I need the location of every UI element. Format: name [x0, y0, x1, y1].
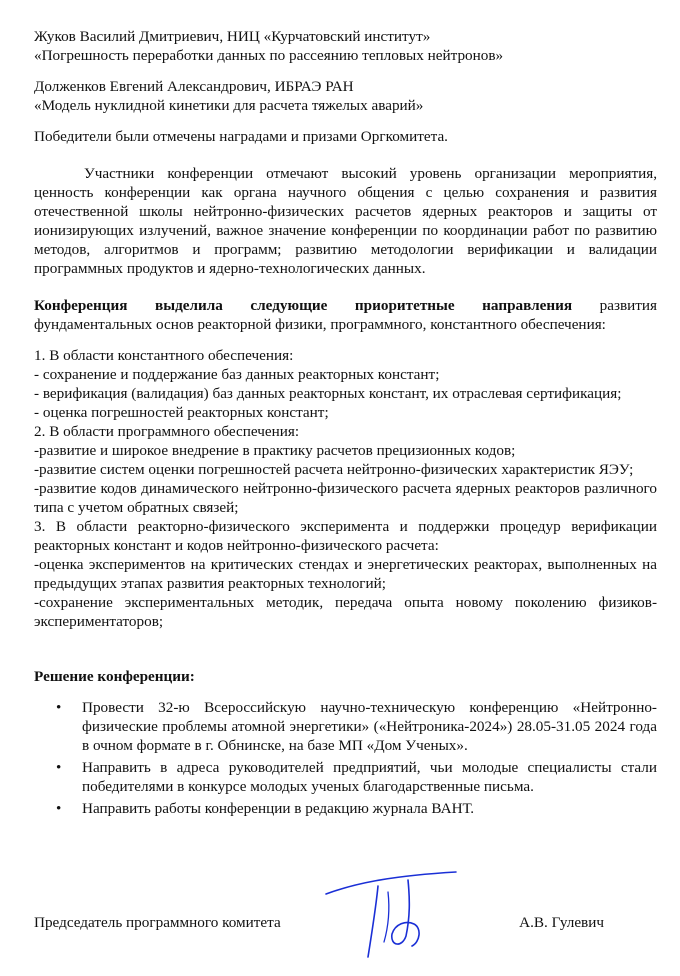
- decision-heading: Решение конференции:: [34, 668, 195, 685]
- bullet-icon: •: [56, 800, 62, 817]
- priority-line: -развитие кодов динамического нейтронно-физического расчета ядерных реакторов различного типа с учетом обратных связей;: [34, 480, 657, 516]
- priority-line: -сохранение экспериментальных методик, передача опыта новому поколению физиков-экспериментаторов;: [34, 594, 657, 630]
- assessment-paragraph: Участники конференции отмечают высокий уровень организации мероприятия, ценность конференции как органа научного общения с целью сохранения и развития отечественной школы нейтронно-физических расчетов ядерных реакторов и защиты от ионизирующих излучений, важное значение конференции по координации работ по развитию методов, алгоритмов и программ; развитию методологии верификации и валидации программных продуктов и ядерно-технологических данных.: [34, 165, 657, 277]
- participant-entry: [34, 77, 657, 115]
- participant-report-title: «Модель нуклидной кинетики для расчета тяжелых аварий»: [34, 97, 424, 114]
- decision-list: [34, 698, 657, 818]
- priority-line: 1. В области константного обеспечения:: [34, 347, 294, 364]
- priority-line: - сохранение и поддержание баз данных реакторных констант;: [34, 366, 440, 383]
- signatory-name: А.В. Гулевич: [519, 914, 604, 931]
- priorities-lead-bold: Конференция выделила следующие приоритетные направления: [34, 297, 573, 314]
- priority-line: -развитие и широкое внедрение в практику расчетов прецизионных кодов;: [34, 442, 516, 459]
- priorities-list: [34, 346, 657, 631]
- priority-line: -оценка экспериментов на критических стендах и энергетических реакторах, выполненных на предыдущих этапах развития реакторных технологий;: [34, 556, 657, 592]
- priorities-lead: [34, 296, 657, 334]
- winners-note: Победители были отмечены наградами и призами Оргкомитета.: [34, 128, 448, 145]
- bullet-icon: •: [56, 699, 62, 716]
- participant-report-title: «Погрешность переработки данных по рассеянию тепловых нейтронов»: [34, 47, 504, 64]
- participant-author: Долженков Евгений Александрович, ИБРАЭ РАН: [34, 78, 354, 95]
- decision-item-text: Направить в адреса руководителей предприятий, чьи молодые специалисты стали победителями в конкурсе молодых ученых благодарственные письма.: [82, 759, 657, 795]
- signature-stroke: [326, 872, 456, 894]
- handwritten-signature: [318, 862, 463, 962]
- signatory-role: Председатель программного комитета: [34, 914, 281, 931]
- decision-item-text: Провести 32-ю Всероссийскую научно-техническую конференцию «Нейтронно-физические проблемы атомной энергетики» («Нейтроника-2024») 28.05-31.05 2024 года в очном формате в г. Обнинске, на базе МП «Дом Ученых».: [82, 699, 657, 754]
- decision-item: [34, 758, 657, 796]
- decision-item-text: Направить работы конференции в редакцию журнала ВАНТ.: [82, 800, 475, 817]
- document-page: [34, 27, 657, 821]
- decision-item: [34, 799, 657, 818]
- bullet-icon: •: [56, 759, 62, 776]
- priority-line: - оценка погрешностей реакторных констант;: [34, 404, 329, 421]
- priorities-lead-rest: развития фундаментальных основ реакторной физики, программного, константного обеспечения:: [34, 297, 657, 333]
- priority-line: 3. В области реакторно-физического эксперимента и поддержки процедур верификации реакторных констант и кодов нейтронно-физического расчета:: [34, 518, 657, 554]
- priority-line: -развитие систем оценки погрешностей расчета нейтронно-физических характеристик ЯЭУ;: [34, 461, 634, 478]
- participant-author: Жуков Василий Дмитриевич, НИЦ «Курчатовский институт»: [34, 28, 431, 45]
- priority-line: - верификация (валидация) баз данных реакторных констант, их отраслевая сертификация;: [34, 385, 622, 402]
- signature-row: [34, 913, 604, 935]
- participant-entry: [34, 27, 657, 65]
- priority-line: 2. В области программного обеспечения:: [34, 423, 300, 440]
- decision-item: [34, 698, 657, 755]
